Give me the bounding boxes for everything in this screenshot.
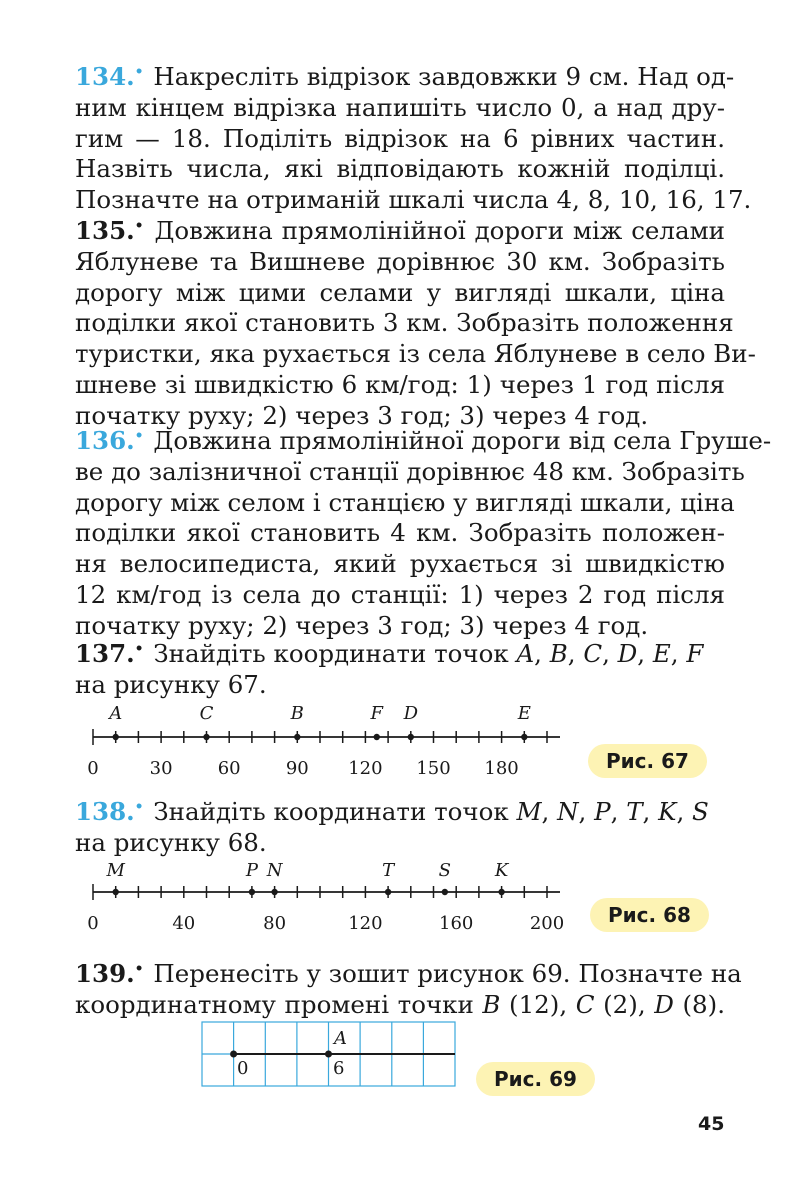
text-line: дорогу між цими селами у вигляді шкали, ціна [75,277,725,307]
difficulty-dot-icon: • [134,799,144,815]
point-d [408,734,414,740]
problem-135 [75,211,756,432]
problem-136-line-1 [75,421,772,457]
figure-69-caption: Рис. 69 [476,1062,595,1096]
tick-label: 150 [416,758,451,779]
text-line: Накресліть відрізок завдовжки 9 см. Над од- [153,62,735,91]
point-name: B [482,989,501,1019]
problem-139-line-1 [75,954,742,990]
point-name: A [516,639,535,668]
point-label: K [494,860,509,881]
point-name: S [692,797,709,826]
problem-137 [75,634,725,701]
point-label: T [382,860,395,881]
point-value: (12) [509,989,560,1019]
point-name: D [654,989,674,1019]
text-line: на рисунку 67. [75,669,267,699]
grid-cells [202,1022,455,1086]
text-line: поділки якої становить 4 км. Зобразіть положен- [75,518,725,548]
point-name: C [583,639,603,668]
tick-label: 200 [529,913,565,934]
point-name: F [686,639,704,668]
origin-point [230,1051,237,1058]
point-label: C [199,703,214,724]
text-line: Знайдіть координати точок [153,639,509,668]
tick-label: 160 [439,913,474,934]
tick-label: 0 [87,758,99,779]
grid-border [202,1022,455,1086]
point-c [203,734,209,740]
point-e [521,734,527,740]
text-line: дорогу між селом і станцією у вигляді шкали, ціна [75,487,735,517]
point-name: M [516,797,542,826]
point-a-value-label: 6 [333,1058,345,1079]
point-name: N [557,797,579,826]
text-line: Яблуневе та Вишневе дорівнює 30 км. Зобразіть [75,246,725,276]
text-line: Довжина прямолінійної дороги від села Груше- [153,426,772,455]
point-n [271,889,277,895]
tick-label: 120 [348,913,383,934]
point-label: F [370,703,383,724]
point-name: C [575,989,595,1019]
point-name: K [658,797,677,826]
problem-number: 139. [75,959,135,988]
tick-label: 60 [217,758,241,779]
text-line: початку руху; 2) через 3 год; 3) через 4 год. [75,610,649,640]
difficulty-dot-icon: • [134,961,144,977]
text-line: Назвіть числа, які відповідають кожній поділці. [75,154,725,184]
problem-number: 135. [75,216,135,245]
page-number: 45 [698,1113,725,1135]
problem-139-line-2: координатному промені точки B (12), C (2), D (8). [75,989,725,1019]
text-line: ве до залізничної станції дорівнює 48 км. Зобразіть [75,456,745,486]
point-p [249,889,255,895]
text-line: Позначте на отриманій шкалі числа 4, 8, 10, 16, 17. [75,185,752,215]
problem-number: 137. [75,639,135,668]
difficulty-dot-icon: • [134,428,144,444]
tick-label: 0 [87,913,99,934]
text-line: Перенесіть у зошит рисунок 69. Позначте на [153,959,742,988]
point-s [442,889,448,895]
tick-label: 120 [348,758,383,779]
text-line: координатному промені точки [75,989,474,1019]
point-label: P [245,860,258,881]
difficulty-dot-icon: • [134,64,144,80]
text-line: на рисунку 68. [75,827,267,857]
text-line: 12 км/год із села до станції: 1) через 2 год після [75,579,725,609]
point-name: B [549,639,568,668]
text-line: туристки, яка рухається із села Яблуневе в село Ви- [75,339,756,369]
difficulty-dot-icon: • [134,218,144,234]
problem-138-line-1: 138.• Знайдіть координати точок M, N, P, T, K, S [75,797,709,826]
text-line: Знайдіть координати точок [153,797,509,826]
tick-label: 180 [484,758,519,779]
problem-134-line-1 [75,57,735,93]
point-value: (8). [682,989,725,1019]
point-label: S [438,860,452,881]
point-label: B [290,703,304,724]
tick-label: 40 [172,913,196,934]
problem-139 [75,954,742,1021]
tick-label: 90 [285,758,309,779]
problem-number: 134. [75,62,135,91]
text-line: початку руху; 2) через 3 год; 3) через 4 год. [75,400,649,430]
point-label: E [517,703,531,724]
point-m [113,889,119,895]
point-name: T [626,797,643,826]
point-label: M [106,860,125,881]
origin-label: 0 [237,1058,249,1079]
text-line: ня велосипедиста, який рухається зі швидкістю [75,549,725,579]
text-line: Довжина прямолінійної дороги між селами [154,216,725,245]
point-a [113,734,119,740]
problem-number: 136. [75,426,135,455]
problem-134 [75,57,752,216]
figure-68-caption: Рис. 68 [590,898,709,932]
point-a-label: A [334,1028,347,1049]
point-a [325,1051,332,1058]
point-value: (2) [603,989,638,1019]
point-b [294,734,300,740]
point-k [498,889,504,895]
point-f [374,734,380,740]
point-name: P [594,797,611,826]
problem-137-line-1: 137.• Знайдіть координати точок A, B, C, D, E, F [75,639,704,668]
difficulty-dot-icon: • [134,641,144,657]
figure-67-caption: Рис. 67 [588,744,707,778]
text-line: ним кінцем відрізка напишіть число 0, а над дру- [75,92,725,122]
point-label: N [266,860,283,881]
point-label: D [403,703,419,724]
point-name: D [617,639,638,668]
problem-136 [75,421,772,642]
problem-138 [75,792,725,859]
point-t [385,889,391,895]
tick-label: 80 [263,913,287,934]
point-label: A [109,703,123,724]
text-line: поділки якої становить 3 км. Зобразіть положення [75,308,734,338]
tick-label: 30 [149,758,173,779]
problem-135-line-1 [75,211,725,247]
point-name: E [652,639,671,668]
text-line: гим — 18. Поділіть відрізок на 6 рівних частин. [75,123,725,153]
text-line: шневе зі швидкістю 6 км/год: 1) через 1 год після [75,369,725,399]
problem-number: 138. [75,797,135,826]
